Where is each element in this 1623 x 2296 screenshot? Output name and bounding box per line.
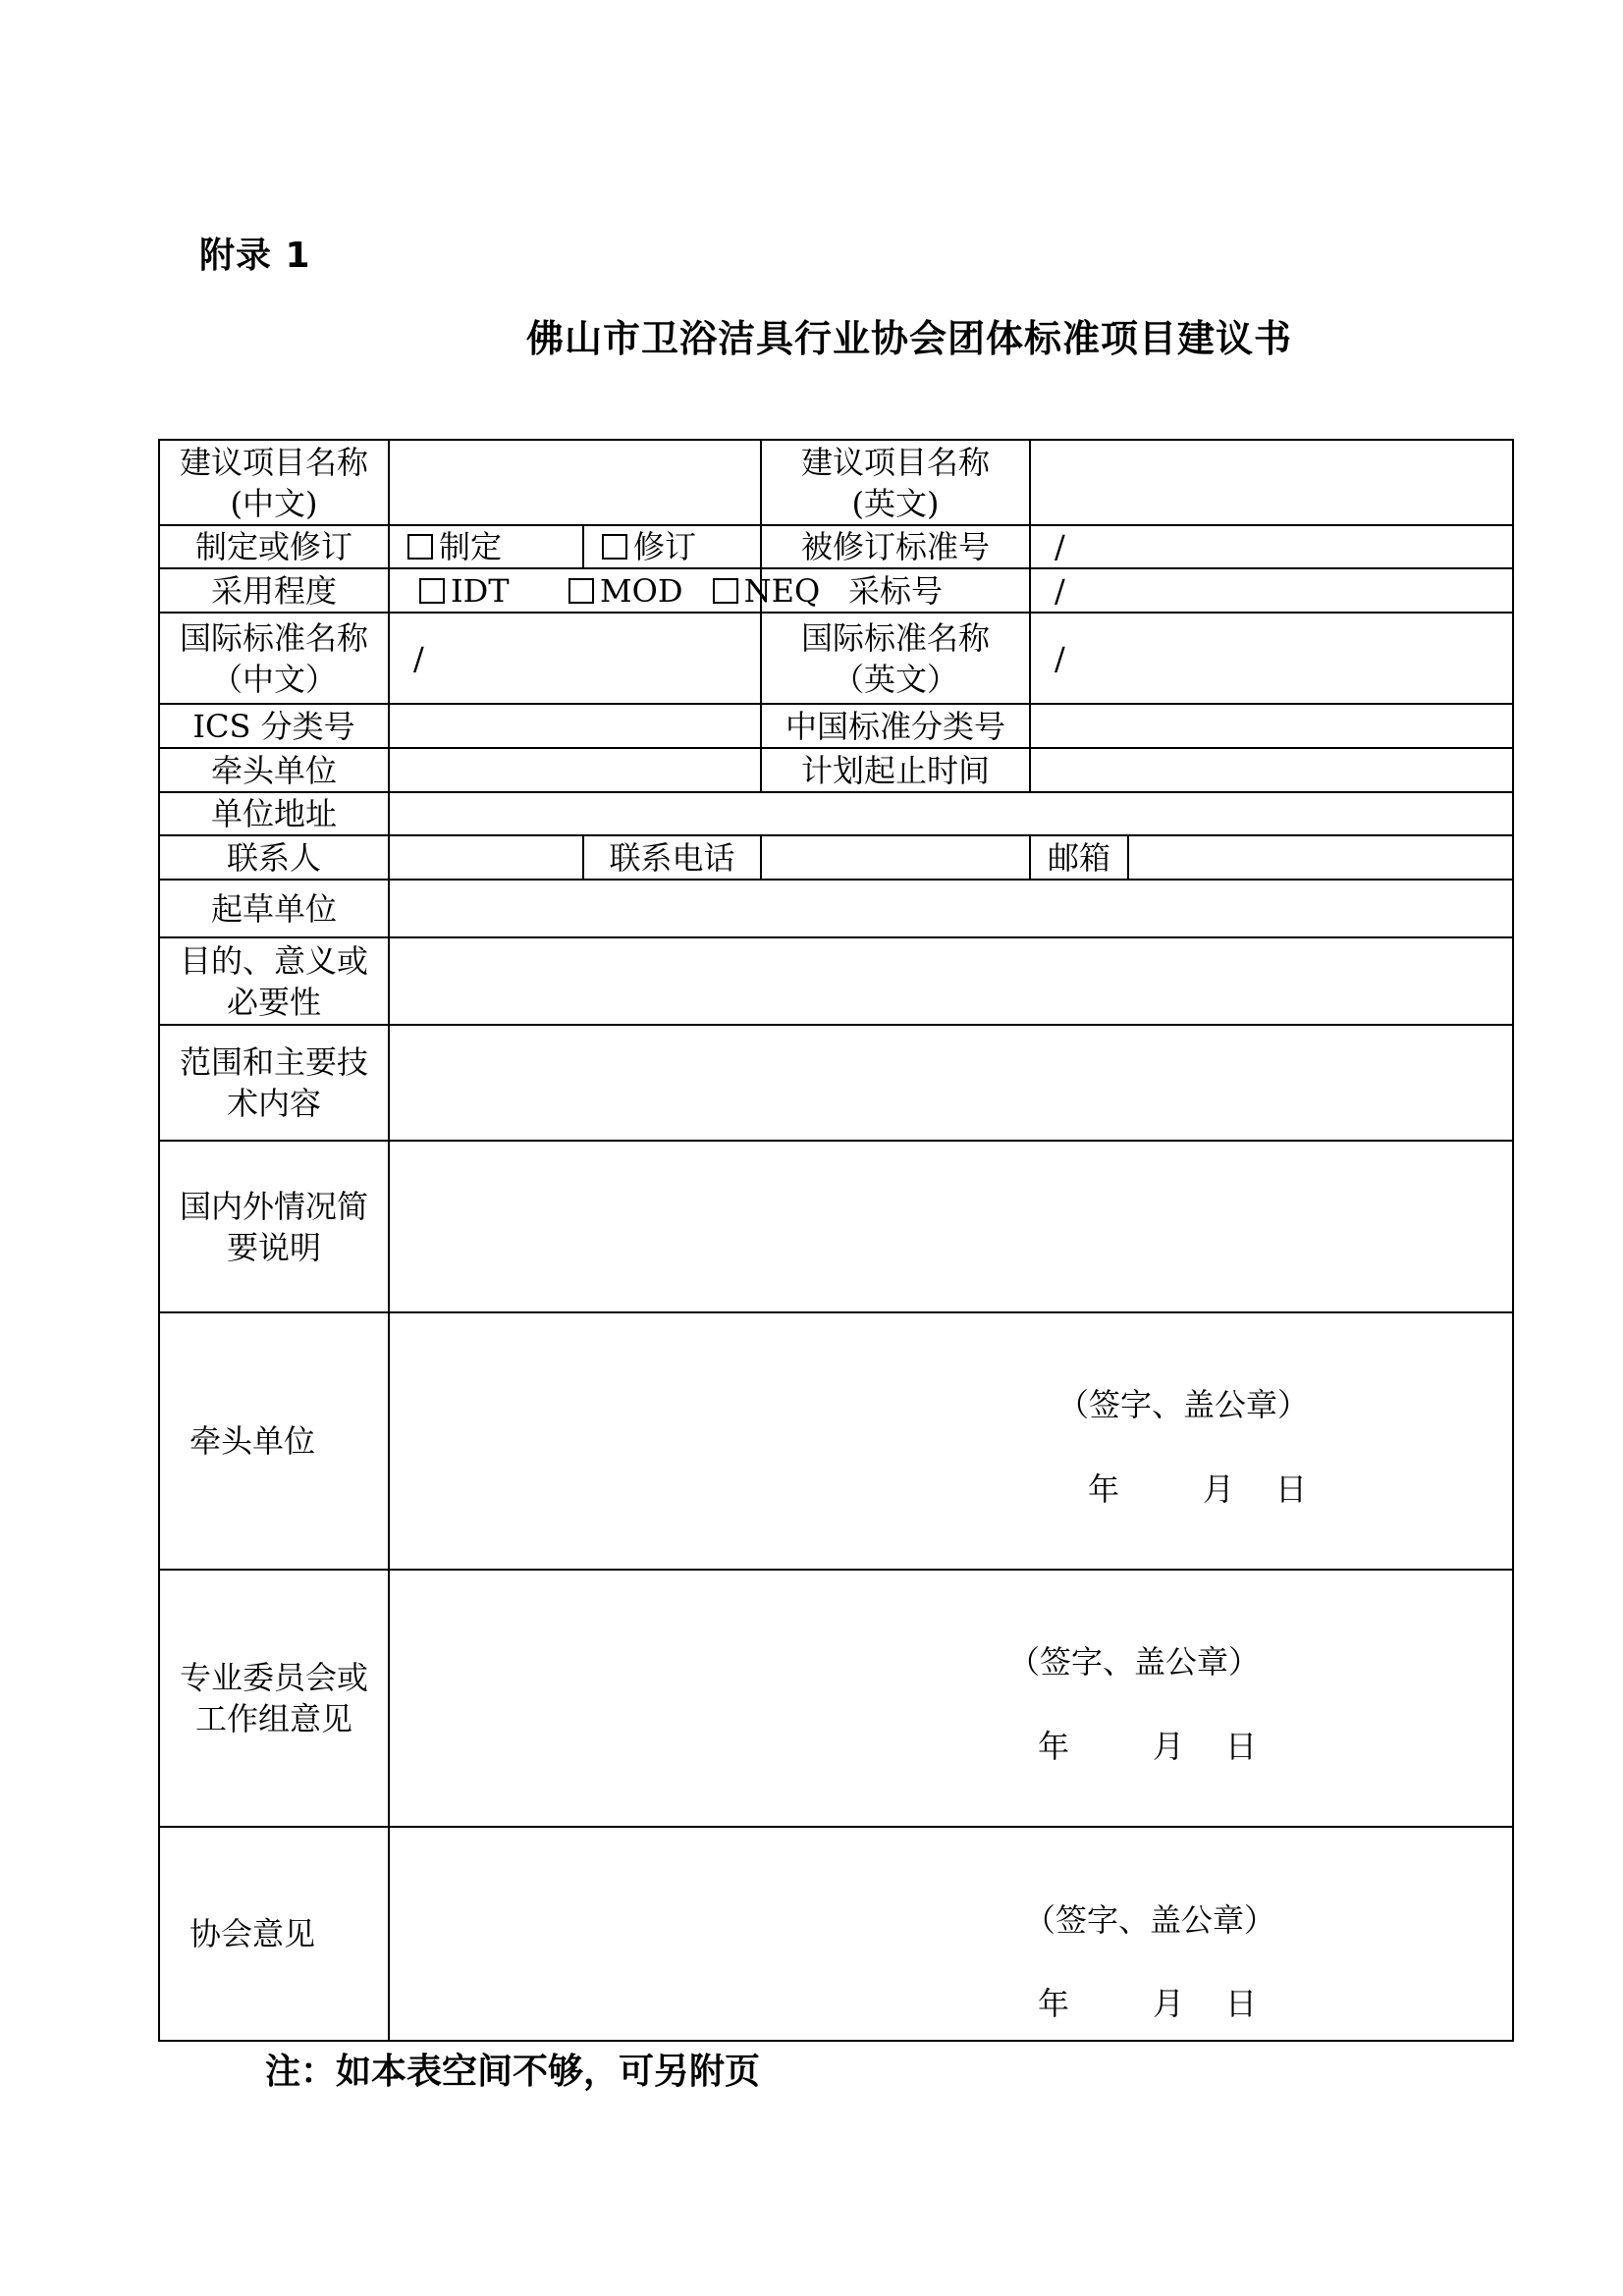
row-association <box>159 1827 1513 2041</box>
row-lead-sign <box>159 1312 1513 1570</box>
proposal-form-table <box>158 439 1514 2042</box>
row-type <box>159 525 1513 568</box>
lead-sign-label: 牵头单位 <box>159 1312 389 1570</box>
appendix-label: 附录 1 <box>199 236 311 276</box>
lead-sign-note: （签字、盖公章） <box>1057 1386 1310 1423</box>
revised-standard-label: 被修订标准号 <box>761 525 1030 568</box>
committee-field[interactable] <box>389 1570 1513 1827</box>
option-establish[interactable]: 制定 <box>389 525 583 568</box>
ccs-field[interactable] <box>1030 704 1513 748</box>
row-adoption <box>159 568 1513 613</box>
row-drafting <box>159 880 1513 937</box>
contact-label: 联系人 <box>159 835 389 880</box>
purpose-field[interactable] <box>389 937 1513 1025</box>
row-project-name <box>159 440 1513 525</box>
adoption-number-value[interactable]: / <box>1030 568 1513 613</box>
ccs-label: 中国标准分类号 <box>761 704 1030 748</box>
row-address <box>159 792 1513 835</box>
project-name-en-field[interactable] <box>1030 440 1513 525</box>
phone-label: 联系电话 <box>583 835 761 880</box>
association-label: 协会意见 <box>159 1827 389 2041</box>
intl-standard-en-value[interactable]: / <box>1030 613 1513 704</box>
footnote: 注：如本表空间不够，可另附页 <box>265 2052 761 2092</box>
project-name-cn-field[interactable] <box>389 440 761 525</box>
association-field[interactable] <box>389 1827 1513 2041</box>
purpose-label: 目的、意义或 必要性 <box>159 937 389 1025</box>
option-revise[interactable]: 修订 <box>583 525 761 568</box>
situation-field[interactable] <box>389 1141 1513 1312</box>
row-scope <box>159 1025 1513 1141</box>
committee-sign-note: （签字、盖公章） <box>1008 1643 1261 1681</box>
row-intl-standard <box>159 613 1513 704</box>
adoption-options <box>389 568 821 613</box>
establish-checkbox[interactable] <box>407 534 433 560</box>
project-name-en-label: 建议项目名称 (英文) <box>761 440 1030 525</box>
option-idt[interactable]: IDT <box>419 572 510 610</box>
adoption-number-label: 采标号 <box>761 568 1030 613</box>
contact-field[interactable] <box>389 835 583 880</box>
document-title: 佛山市卫浴洁具行业协会团体标准项目建议书 <box>526 317 1293 360</box>
lead-sign-field[interactable] <box>389 1312 1513 1570</box>
plan-time-label: 计划起止时间 <box>761 748 1030 792</box>
committee-sign-date: 年 月 日 <box>1037 1728 1258 1765</box>
association-sign-date: 年 月 日 <box>1037 1985 1258 2022</box>
committee-label: 专业委员会或 工作组意见 <box>159 1570 389 1827</box>
address-field[interactable] <box>389 792 1513 835</box>
phone-field[interactable] <box>761 835 1030 880</box>
revised-standard-value[interactable]: / <box>1030 525 1513 568</box>
ics-label: ICS 分类号 <box>159 704 389 748</box>
row-situation <box>159 1141 1513 1312</box>
adoption-label: 采用程度 <box>159 568 389 613</box>
intl-standard-cn-value[interactable]: / <box>389 613 761 704</box>
drafting-unit-field[interactable] <box>389 880 1513 937</box>
row-purpose <box>159 937 1513 1025</box>
revise-checkbox[interactable] <box>602 534 627 560</box>
address-label: 单位地址 <box>159 792 389 835</box>
option-neq[interactable]: NEQ <box>713 572 821 610</box>
scope-field[interactable] <box>389 1025 1513 1141</box>
ics-field[interactable] <box>389 704 761 748</box>
scope-label: 范围和主要技 术内容 <box>159 1025 389 1141</box>
row-contact <box>159 835 1513 880</box>
lead-unit-field[interactable] <box>389 748 761 792</box>
situation-label: 国内外情况简 要说明 <box>159 1141 389 1312</box>
idt-checkbox[interactable] <box>419 578 445 604</box>
lead-unit-label: 牵头单位 <box>159 748 389 792</box>
project-name-cn-label: 建议项目名称 (中文) <box>159 440 389 525</box>
option-mod[interactable]: MOD <box>568 572 683 610</box>
association-sign-note: （签字、盖公章） <box>1024 1901 1276 1939</box>
intl-standard-en-label: 国际标准名称 （英文） <box>761 613 1030 704</box>
type-label: 制定或修订 <box>159 525 389 568</box>
email-field[interactable] <box>1128 835 1513 880</box>
email-label: 邮箱 <box>1030 835 1128 880</box>
row-classification <box>159 704 1513 748</box>
neq-checkbox[interactable] <box>713 578 738 604</box>
mod-checkbox[interactable] <box>568 578 594 604</box>
row-committee <box>159 1570 1513 1827</box>
drafting-unit-label: 起草单位 <box>159 880 389 937</box>
lead-sign-date: 年 月 日 <box>1087 1470 1308 1508</box>
plan-time-field[interactable] <box>1030 748 1513 792</box>
intl-standard-cn-label: 国际标准名称 （中文） <box>159 613 389 704</box>
row-lead-unit <box>159 748 1513 792</box>
